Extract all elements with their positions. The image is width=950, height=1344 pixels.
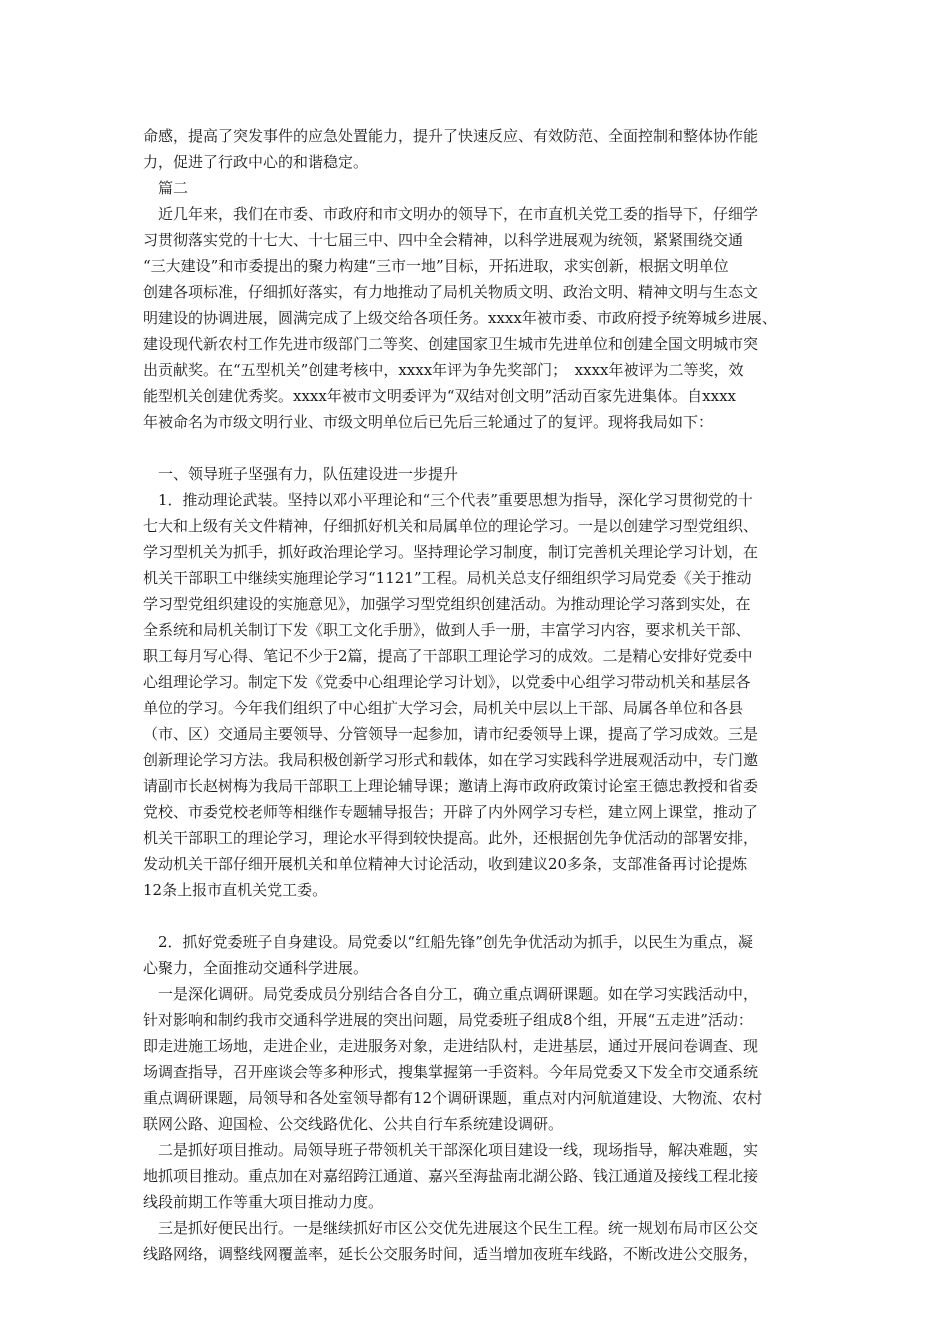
text-line: 线段前期工作等重大项目推动力度。 bbox=[143, 1193, 384, 1211]
text-line: 力，促进了行政中心的和谐稳定。 bbox=[143, 153, 369, 171]
paragraph bbox=[143, 487, 813, 903]
text-line: 发动机关干部仔细开展机关和单位精神大讨论活动，收到建议20多条，支部准备再讨论提炼 bbox=[143, 855, 748, 873]
text-line: 全系统和局机关制订下发《职工文化手册》，做到人手一册，丰富学习内容，要求机关干部、 bbox=[143, 621, 751, 639]
text-line: 命感，提高了突发事件的应急处置能力，提升了快速反应、有效防范、全面控制和整体协作能 bbox=[143, 127, 759, 145]
text-line: 二是抓好项目推动。局领导班子带领机关干部深化项目建设一线，现场指导，解决难题，实 bbox=[143, 1141, 759, 1159]
paragraph bbox=[143, 1215, 813, 1267]
text-line: 党校、市委党校老师等相继作专题辅导报告；开辟了内外网学习专栏，建立网上课堂，推动了 bbox=[143, 803, 759, 821]
paragraph bbox=[143, 1137, 813, 1215]
text-line: 即走进施工场地，走进企业，走进服务对象，走进结队村，走进基层，通过开展问卷调查、现 bbox=[143, 1037, 759, 1055]
text-line: 心聚力，全面推动交通科学进展。 bbox=[143, 959, 369, 977]
text-line: 12条上报市直机关党工委。 bbox=[143, 881, 328, 899]
document-body bbox=[143, 123, 813, 1267]
text-line: 学习型机关为抓手，抓好政治理论学习。坚持理论学习制度，制订完善机关理论学习计划，在 bbox=[143, 543, 759, 561]
text-line: 重点调研课题，局领导和各处室领导都有12个调研课题，重点对内河航道建设、大物流、农村 bbox=[143, 1089, 763, 1107]
text-line: 心组理论学习。制定下发《党委中心组理论学习计划》，以党委中心组学习带动机关和基层各 bbox=[143, 673, 751, 691]
paragraph bbox=[143, 929, 813, 981]
text-line: 建设现代新农村工作先进市级部门二等奖、创建国家卫生城市先进单位和创建全国文明城市突 bbox=[143, 335, 759, 353]
text-line: 针对影响和制约我市交通科学进展的突出问题，局党委班子组成8个组，开展“五走进”活动： bbox=[143, 1011, 753, 1029]
text-line: 出贡献奖。在“五型机关”创建考核中，xxxx年评为争先奖部门； xxxx年被评为二等奖，效 bbox=[143, 361, 744, 379]
blank-line bbox=[143, 435, 813, 461]
paragraph bbox=[143, 201, 813, 435]
text-line: 创建各项标准，仔细抓好落实，有力地推动了局机关物质文明、政治文明、精神文明与生态文 bbox=[143, 283, 759, 301]
text-line: 能型机关创建优秀奖。xxxx年被市文明委评为“双结对创文明”活动百家先进集体。自xxxx bbox=[143, 387, 737, 405]
text-line: 三是抓好便民出行。一是继续抓好市区公交优先进展这个民生工程。统一规划布局市区公交 bbox=[143, 1219, 759, 1237]
text-line: 机关干部职工中继续实施理论学习“1121”工程。局机关总支仔细组织学习局党委《关于推动 bbox=[143, 569, 752, 587]
text-line: （市、区）交通局主要领导、分管领导一起参加，请市纪委领导上课，提高了学习成效。三是 bbox=[143, 725, 759, 743]
text-line: 机关干部职工的理论学习，理论水平得到较快提高。此外，还根据创先争优活动的部署安排， bbox=[143, 829, 759, 847]
text-line: 年被命名为市级文明行业、市级文明单位后已先后三轮通过了的复评。现将我局如下： bbox=[143, 413, 714, 431]
paragraph bbox=[143, 175, 813, 201]
text-line: 一是深化调研。局党委成员分别结合各自分工，确立重点调研课题。如在学习实践活动中， bbox=[143, 985, 759, 1003]
text-line: 一、领导班子坚强有力，队伍建设进一步提升 bbox=[143, 465, 459, 483]
blank-line bbox=[143, 903, 813, 929]
text-line: 单位的学习。今年我们组织了中心组扩大学习会，局机关中层以上干部、局属各单位和各县 bbox=[143, 699, 744, 717]
text-line: 学习型党组织建设的实施意见》，加强学习型党组织创建活动。为推动理论学习落到实处，在 bbox=[143, 595, 751, 613]
text-line: 线路网络，调整线网覆盖率，延长公交服务时间，适当增加夜班车线路，不断改进公交服务， bbox=[143, 1245, 759, 1263]
text-line: 七大和上级有关文件精神，仔细抓好机关和局属单位的理论学习。一是以创建学习型党组织、 bbox=[143, 517, 759, 535]
paragraph bbox=[143, 123, 813, 175]
text-line: 职工每月写心得、笔记不少于2篇，提高了干部职工理论学习的成效。二是精心安排好党委中 bbox=[143, 647, 753, 665]
text-line: 地抓项目推动。重点加在对嘉绍跨江通道、嘉兴至海盐南北湖公路、钱江通道及接线工程北接 bbox=[143, 1167, 759, 1185]
text-line: 近几年来，我们在市委、市政府和市文明办的领导下，在市直机关党工委的指导下，仔细学 bbox=[143, 205, 759, 223]
text-line: 联网公路、迎国检、公交线路优化、公共自行车系统建设调研。 bbox=[143, 1115, 564, 1133]
text-line: 2．抓好党委班子自身建设。局党委以“红船先锋”创先争优活动为抓手，以民生为重点，凝 bbox=[143, 933, 753, 951]
text-line: 场调查指导，召开座谈会等多种形式，搜集掌握第一手资料。今年局党委又下发全市交通系统 bbox=[143, 1063, 759, 1081]
text-line: 1．推动理论武装。坚持以邓小平理论和“三个代表”重要思想为指导，深化学习贯彻党的十 bbox=[143, 491, 753, 509]
text-line: 请副市长赵树梅为我局干部职工上理论辅导课；邀请上海市政府政策讨论室王德忠教授和省委 bbox=[143, 777, 759, 795]
paragraph bbox=[143, 461, 813, 487]
text-line: “三大建设”和市委提出的聚力构建“三市一地”目标，开拓进取，求实创新，根据文明单位 bbox=[143, 257, 729, 275]
text-line: 创新理论学习方法。我局积极创新学习形式和载体，如在学习实践科学进展观活动中，专门邀 bbox=[143, 751, 759, 769]
text-line: 篇二 bbox=[143, 179, 189, 197]
paragraph bbox=[143, 981, 813, 1137]
text-line: 明建设的协调进展，圆满完成了上级交给各项任务。xxxx年被市委、市政府授予统筹城乡进展、 bbox=[143, 309, 777, 327]
text-line: 习贯彻落实党的十七大、十七届三中、四中全会精神，以科学进展观为统领，紧紧围绕交通 bbox=[143, 231, 744, 249]
